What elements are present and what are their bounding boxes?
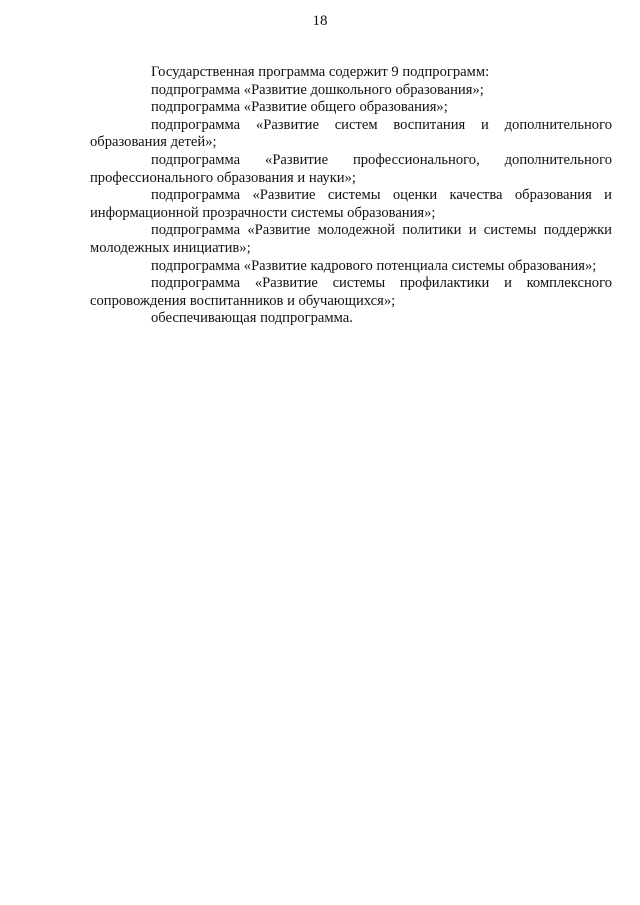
list-item: подпрограмма «Развитие системы оценки качества образования и информационной прозрачности системы образования»; — [90, 187, 612, 221]
page-number: 18 — [312, 13, 328, 29]
list-item: подпрограмма «Развитие общего образования»; — [151, 99, 448, 116]
intro-paragraph: Государственная программа содержит 9 подпрограмм: — [151, 64, 490, 80]
list-item: подпрограмма «Развитие кадрового потенциала системы образования»; — [151, 257, 597, 274]
list-item: обеспечивающая подпрограмма. — [151, 310, 353, 327]
document-body — [90, 64, 612, 328]
list-item: подпрограмма «Развитие систем воспитания и дополнительного образования детей»; — [90, 116, 612, 151]
list-item: подпрограмма «Развитие молодежной политики и системы поддержки молодежных инициатив»; — [90, 222, 612, 256]
list-item: подпрограмма «Развитие дошкольного образования»; — [151, 81, 484, 98]
list-item: подпрограмма «Развитие профессионального, дополнительного профессионального образования и науки»; — [90, 151, 612, 186]
list-item: подпрограмма «Развитие системы профилактики и комплексного сопровождения воспитанников и обучающихся»; — [90, 275, 612, 309]
